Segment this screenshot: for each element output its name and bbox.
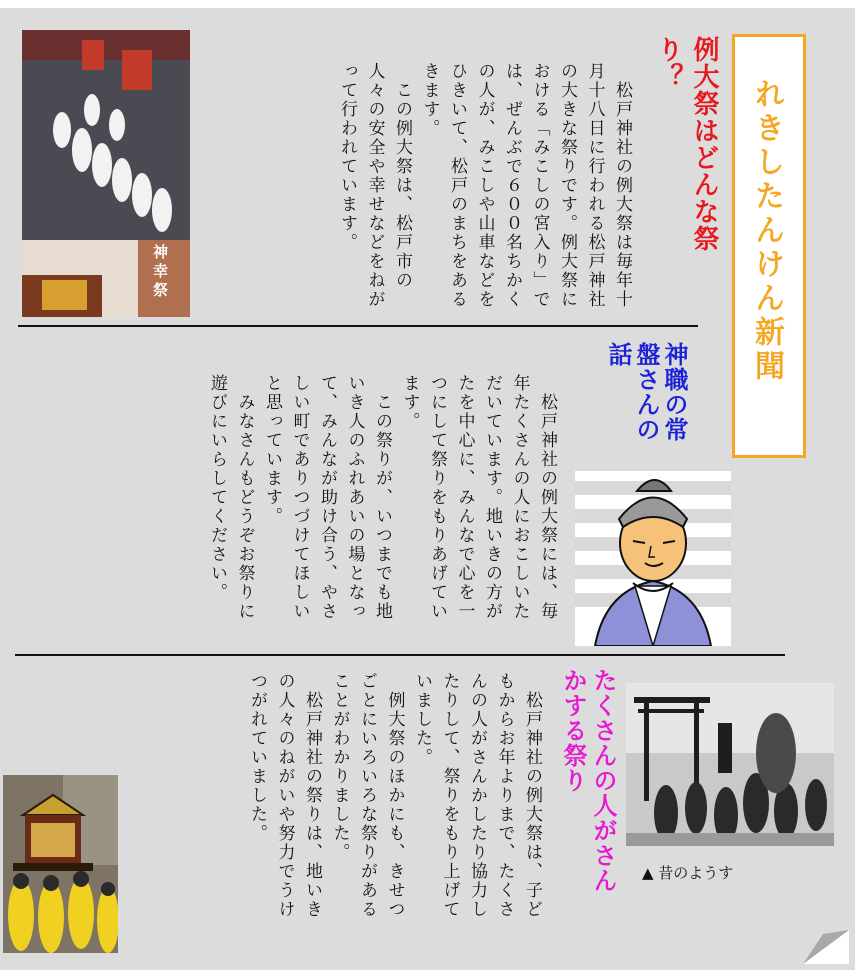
old-festival-photo [626,683,834,846]
section1-heading: 例大祭はどんな祭り？ [653,36,719,252]
festival-poster-photo [22,30,190,317]
section3-body: 松戸神社の例大祭は、子どもからお年よりまで、たくさんの人がさんかしたり協力したりして、祭りをもり上げていました。 例大祭のほかにも、きせつごとにいろいろな祭りがあることがわかりました。 松戸神社の祭りは、地いきの人々のねがいや努力でうけつがれていました。 [247,672,542,919]
old-photo-caption: ▲ 昔のようす [642,864,734,882]
divider-top [18,325,698,327]
poster-title-vertical: 神幸祭 [151,244,169,301]
priest-illustration [575,471,731,646]
mikoshi-photo [3,775,118,953]
section2-heading: 神職の常盤さんの話 [604,342,688,442]
newspaper-title: れきしたんけん新聞 [749,78,784,384]
divider-bottom [15,654,785,656]
page-curl [803,930,849,964]
section2-body: 松戸神社の例大祭には、毎年たくさんの人におこしいただいています。地いきの方がたを中心に、みんなで心を一つにして祭りをもりあげています。 この祭りが、いつまでも地いき人のふれあいの場となって、みんなが助け合う、やさしい町でありつづけてほしいと思っています。 みなさんもどうぞお祭りに遊びにいらしてください。 [207,374,557,621]
section3-heading: たくさんの人がさんかする祭り [559,668,617,893]
section1-body: 松戸神社の例大祭は毎年十月十八日に行われる松戸神社の大きな祭りです。例大祭における「みこしの宮入り」では、ぜんぶで６００名ちかくの人が、みこしや山車などをひきいて、松戸のまちをあるきます。 この例大祭は、松戸市の人々の安全や幸せなどをねがって行われています。 [337,62,632,309]
